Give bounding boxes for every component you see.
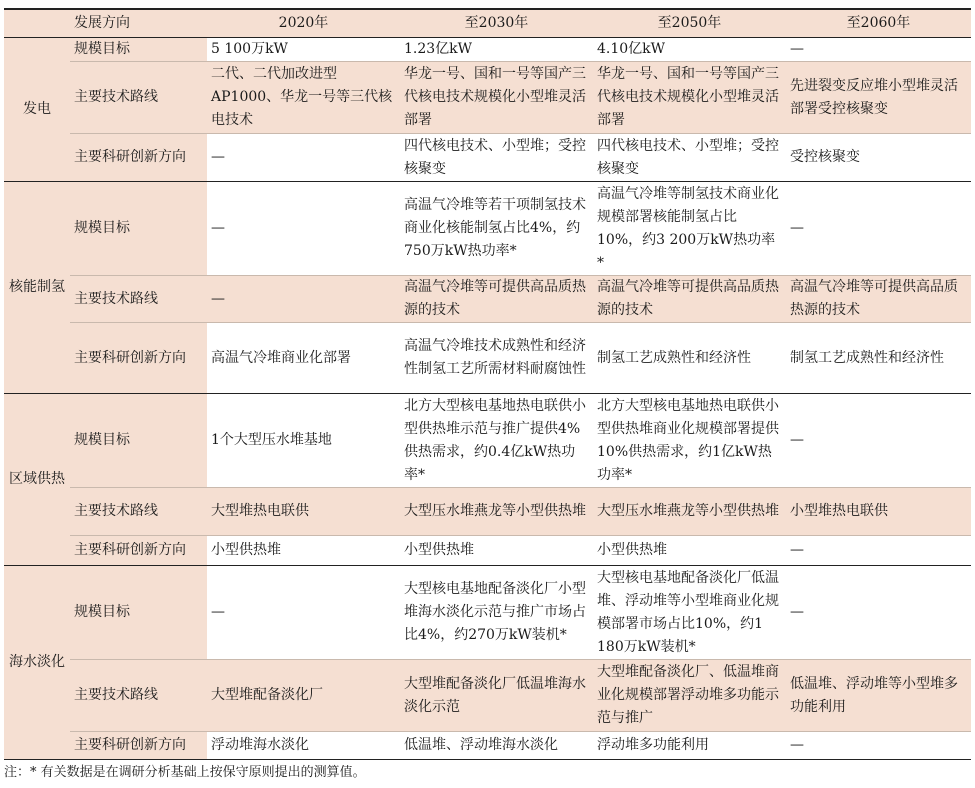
table-cell: —: [207, 182, 400, 276]
table-cell: 北方大型核电基地热电联供小型供热堆商业化规模部署提供10%供热需求，约1亿kW热功率*: [593, 394, 786, 488]
table-cell: 华龙一号、国和一号等国产三代核电技术规模化小型堆灵活部署: [400, 62, 593, 134]
header-corner: [4, 9, 70, 38]
table-cell: 受控核聚变: [786, 134, 971, 182]
table-row: [4, 182, 971, 276]
table-cell: 小型供热堆: [207, 536, 400, 566]
table-cell: 高温气冷堆等若干项制氢技术商业化核能制氢占比4%，约750万kW热功率*: [400, 182, 593, 276]
table-cell: 大型堆配备淡化厂、低温堆商业化规模部署浮动堆多功能示范与推广: [593, 660, 786, 732]
table-row: [4, 488, 971, 536]
table-cell: 二代、二代加改进型AP1000、华龙一号等三代核电技术: [207, 62, 400, 134]
table-cell: 高温气冷堆等可提供高品质热源的技术: [400, 276, 593, 323]
table-cell: 浮动堆海水淡化: [207, 732, 400, 760]
row-label: 主要技术路线: [70, 276, 207, 323]
table-cell: 4.10亿kW: [593, 38, 786, 62]
table-row: [4, 394, 971, 488]
header-2060: 至2060年: [786, 9, 971, 38]
table-cell: 华龙一号、国和一号等国产三代核电技术规模化小型堆灵活部署: [593, 62, 786, 134]
header-direction: 发展方向: [70, 9, 207, 38]
group-label-power: 发电: [4, 38, 70, 182]
table-cell: 大型堆配备淡化厂低温堆海水淡化示范: [400, 660, 593, 732]
row-label: 规模目标: [70, 182, 207, 276]
row-label: 主要科研创新方向: [70, 536, 207, 566]
table-cell: —: [786, 38, 971, 62]
table-cell: 大型压水堆燕龙等小型供热堆: [400, 488, 593, 536]
table-row: [4, 276, 971, 323]
table-cell: 低温堆、浮动堆海水淡化: [400, 732, 593, 760]
table-cell: 大型核电基地配备淡化厂小型堆海水淡化示范与推广市场占比4%，约270万kW装机*: [400, 566, 593, 660]
table-row: [4, 536, 971, 566]
table-cell: 5 100万kW: [207, 38, 400, 62]
row-label: 规模目标: [70, 38, 207, 62]
table-cell: 低温堆、浮动堆等小型堆多功能利用: [786, 660, 971, 732]
table-cell: —: [207, 276, 400, 323]
table-cell: —: [786, 566, 971, 660]
table-cell: 大型堆热电联供: [207, 488, 400, 536]
table-row: [4, 732, 971, 760]
table-cell: 制氢工艺成熟性和经济性: [786, 323, 971, 394]
table-cell: 小型供热堆: [593, 536, 786, 566]
table-cell: —: [207, 566, 400, 660]
table-cell: 1个大型压水堆基地: [207, 394, 400, 488]
table-header-row: [4, 9, 971, 38]
table-row: [4, 134, 971, 182]
table-cell: 四代核电技术、小型堆；受控核聚变: [400, 134, 593, 182]
table-cell: 先进裂变反应堆小型堆灵活部署受控核聚变: [786, 62, 971, 134]
table-footnote: 注：* 有关数据是在调研分析基础上按保守原则提出的测算值。: [4, 765, 366, 780]
table-cell: 小型堆热电联供: [786, 488, 971, 536]
table-cell: 高温气冷堆等可提供高品质热源的技术: [593, 276, 786, 323]
table-row: [4, 660, 971, 732]
table-row: [4, 323, 971, 394]
table-cell: —: [786, 394, 971, 488]
header-2020: 2020年: [207, 9, 400, 38]
table-row: [4, 566, 971, 660]
row-label: 规模目标: [70, 394, 207, 488]
row-label: 主要技术路线: [70, 488, 207, 536]
header-2030: 至2030年: [400, 9, 593, 38]
table-cell: 四代核电技术、小型堆；受控核聚变: [593, 134, 786, 182]
table-cell: 浮动堆多功能利用: [593, 732, 786, 760]
table-row: [4, 38, 971, 62]
table-row: [4, 62, 971, 134]
table-cell: 高温气冷堆等可提供高品质热源的技术: [786, 276, 971, 323]
table-cell: 高温气冷堆等制氢技术商业化规模部署核能制氢占比10%，约3 200万kW热功率*: [593, 182, 786, 276]
table-cell: —: [786, 182, 971, 276]
table-cell: 大型核电基地配备淡化厂低温堆、浮动堆等小型堆商业化规模部署市场占比10%，约1 180万kW装机*: [593, 566, 786, 660]
row-label: 主要科研创新方向: [70, 134, 207, 182]
table-cell: 1.23亿kW: [400, 38, 593, 62]
table-cell: 大型堆配备淡化厂: [207, 660, 400, 732]
row-label: 主要科研创新方向: [70, 732, 207, 760]
row-label: 主要技术路线: [70, 660, 207, 732]
header-2050: 至2050年: [593, 9, 786, 38]
table-cell: 高温气冷堆商业化部署: [207, 323, 400, 394]
table-cell: 小型供热堆: [400, 536, 593, 566]
table-cell: —: [207, 134, 400, 182]
group-label-desalination: 海水淡化: [4, 566, 70, 760]
group-label-heating: 区域供热: [4, 394, 70, 566]
table-cell: 制氢工艺成熟性和经济性: [593, 323, 786, 394]
group-label-hydrogen: 核能制氢: [4, 182, 70, 394]
table-cell: —: [786, 536, 971, 566]
table-cell: 高温气冷堆技术成熟性和经济性制氢工艺所需材料耐腐蚀性: [400, 323, 593, 394]
row-label: 主要技术路线: [70, 62, 207, 134]
row-label: 规模目标: [70, 566, 207, 660]
row-label: 主要科研创新方向: [70, 323, 207, 394]
table-cell: 大型压水堆燕龙等小型供热堆: [593, 488, 786, 536]
development-table: [4, 8, 971, 760]
table-cell: 北方大型核电基地热电联供小型供热堆示范与推广提供4%供热需求，约0.4亿kW热功率*: [400, 394, 593, 488]
table-cell: —: [786, 732, 971, 760]
